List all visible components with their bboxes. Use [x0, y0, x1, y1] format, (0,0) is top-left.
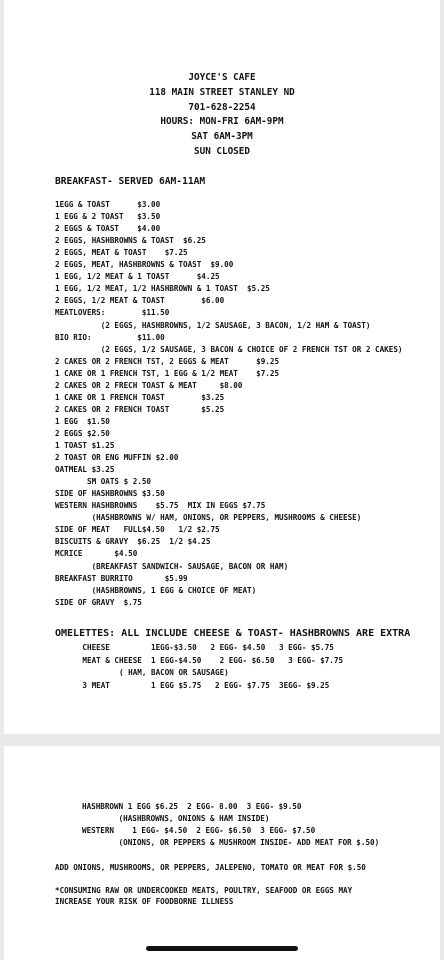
cafe-name: JOYCE'S CAFE: [188, 72, 256, 83]
home-indicator[interactable]: [146, 946, 298, 951]
menu-item-line: 1EGG & TOAST $3.00: [55, 200, 161, 209]
menu-item-line: SIDE OF HASHBROWNS $3.50: [55, 489, 165, 499]
menu-item-line: (BREAKFAST SANDWICH- SAUSAGE, BACON OR HAM): [55, 561, 289, 571]
omelette-line: 3 MEAT 1 EGG $5.75 2 EGG- $7.75 3EGG- $9.25: [55, 680, 330, 690]
menu-item-line: MCRICE $4.50: [55, 549, 138, 559]
omelettes-title: OMELETTES: ALL INCLUDE CHEESE & TOAST- HASHBROWNS ARE EXTRA: [55, 628, 411, 639]
menu-item-line: 2 TOAST OR ENG MUFFIN $2.00: [55, 453, 179, 463]
cafe-address: 118 MAIN STREET STANLEY ND: [149, 87, 295, 98]
menu-item-line: 2 EGGS, 1/2 MEAT & TOAST $6.00: [55, 296, 225, 306]
menu-item-line: 2 EGGS & TOAST $4.00: [55, 224, 161, 234]
omelette-line: (ONIONS, OR PEPPERS & MUSHROOM INSIDE- ADD MEAT FOR $.50): [82, 838, 380, 847]
menu-item-line: (2 EGGS, HASHBROWNS, 1/2 SAUSAGE, 3 BACON, 1/2 HAM & TOAST): [55, 320, 371, 330]
omelette-line: WESTERN 1 EGG- $4.50 2 EGG- $6.50 3 EGG- $7.50: [82, 826, 316, 835]
menu-item-line: 2 EGGS $2.50: [55, 428, 110, 438]
menu-item-line: SIDE OF GRAVY $.75: [55, 597, 142, 607]
menu-item-line: WESTERN HASHBROWNS $5.75 MIX IN EGGS $7.75: [55, 501, 266, 511]
menu-item-line: (HASHBROWNS, 1 EGG & CHOICE OF MEAT): [55, 585, 257, 595]
menu-item-line: BIO RIO: $11.00: [55, 332, 165, 342]
food-warning-line-2: INCREASE YOUR RISK OF FOODBORNE ILLNESS: [55, 897, 234, 906]
menu-page-2: [4, 746, 440, 960]
menu-item-line: BISCUITS & GRAVY $6.25 1/2 $4.25: [55, 537, 211, 547]
menu-item-line: 2 CAKES OR 2 FRENCH TOAST $5.25: [55, 404, 225, 414]
omelette-line: CHEESE 1EGG-$3.50 2 EGG- $4.50 3 EGG- $5.75: [55, 643, 334, 652]
menu-item-line: 2 CAKES OR 2 FRENCH TST, 2 EGGS & MEAT $9.25: [55, 356, 280, 366]
menu-item-line: 2 EGGS, MEAT & TOAST $7.25: [55, 248, 188, 258]
menu-item-line: 1 EGG $1.50: [55, 416, 110, 426]
hours-sunday: SUN CLOSED: [194, 146, 250, 157]
menu-item-line: SIDE OF MEAT FULL$4.50 1/2 $2.75: [55, 525, 220, 535]
menu-item-line: 1 CAKE OR 1 FRENCH TST, 1 EGG & 1/2 MEAT $7.25: [55, 368, 280, 378]
breakfast-title: BREAKFAST- SERVED 6AM-11AM: [55, 176, 206, 187]
food-warning-line-1: *CONSUMING RAW OR UNDERCOOKED MEATS, POULTRY, SEAFOOD OR EGGS MAY: [55, 886, 353, 895]
menu-item-line: BREAKFAST BURRITO $5.99: [55, 573, 188, 583]
menu-item-line: MEATLOVERS: $11.50: [55, 308, 170, 318]
menu-item-line: 1 TOAST $1.25: [55, 441, 115, 450]
menu-item-line: (HASHBROWNS W/ HAM, ONIONS, OR PEPPERS, MUSHROOMS & CHEESE): [55, 513, 362, 523]
menu-item-line: SM OATS $ 2.50: [55, 477, 152, 487]
hours-saturday: SAT 6AM-3PM: [191, 131, 253, 142]
menu-item-line: 1 EGG, 1/2 MEAT, 1/2 HASHBROWN & 1 TOAST $5.25: [55, 284, 270, 294]
add-ons-note: ADD ONIONS, MUSHROOMS, OR PEPPERS, JALEPENO, TOMATO OR MEAT FOR $.50: [55, 863, 366, 872]
omelette-line: (HASHBROWNS, ONIONS & HAM INSIDE): [82, 814, 270, 823]
menu-item-line: 2 EGGS, MEAT, HASHBROWNS & TOAST $9.00: [55, 260, 234, 270]
menu-item-line: 1 CAKE OR 1 FRENCH TOAST $3.25: [55, 392, 225, 402]
hours-weekday: HOURS: MON-FRI 6AM-9PM: [160, 116, 284, 127]
menu-item-line: 1 EGG, 1/2 MEAT & 1 TOAST $4.25: [55, 272, 220, 282]
menu-item-line: OATMEAL $3.25: [55, 465, 115, 475]
omelette-line: HASHBROWN 1 EGG $6.25 2 EGG- 8.00 3 EGG- $9.50: [82, 802, 302, 811]
omelette-line: MEAT & CHEESE 1 EGG-$4.50 2 EGG- $6.50 3 EGG- $7.75: [55, 655, 344, 665]
menu-item-line: 2 CAKES OR 2 FRECH TOAST & MEAT $8.00: [55, 380, 243, 390]
menu-page-1: [4, 0, 440, 734]
menu-item-line: 2 EGGS, HASHBROWNS & TOAST $6.25: [55, 236, 206, 246]
omelette-line: ( HAM, BACON OR SAUSAGE): [55, 668, 229, 677]
menu-item-line: (2 EGGS, 1/2 SAUSAGE, 3 BACON & CHOICE OF 2 FRENCH TST OR 2 CAKES): [55, 344, 403, 354]
cafe-phone: 701-628-2254: [188, 102, 256, 113]
menu-item-line: 1 EGG & 2 TOAST $3.50: [55, 212, 161, 222]
